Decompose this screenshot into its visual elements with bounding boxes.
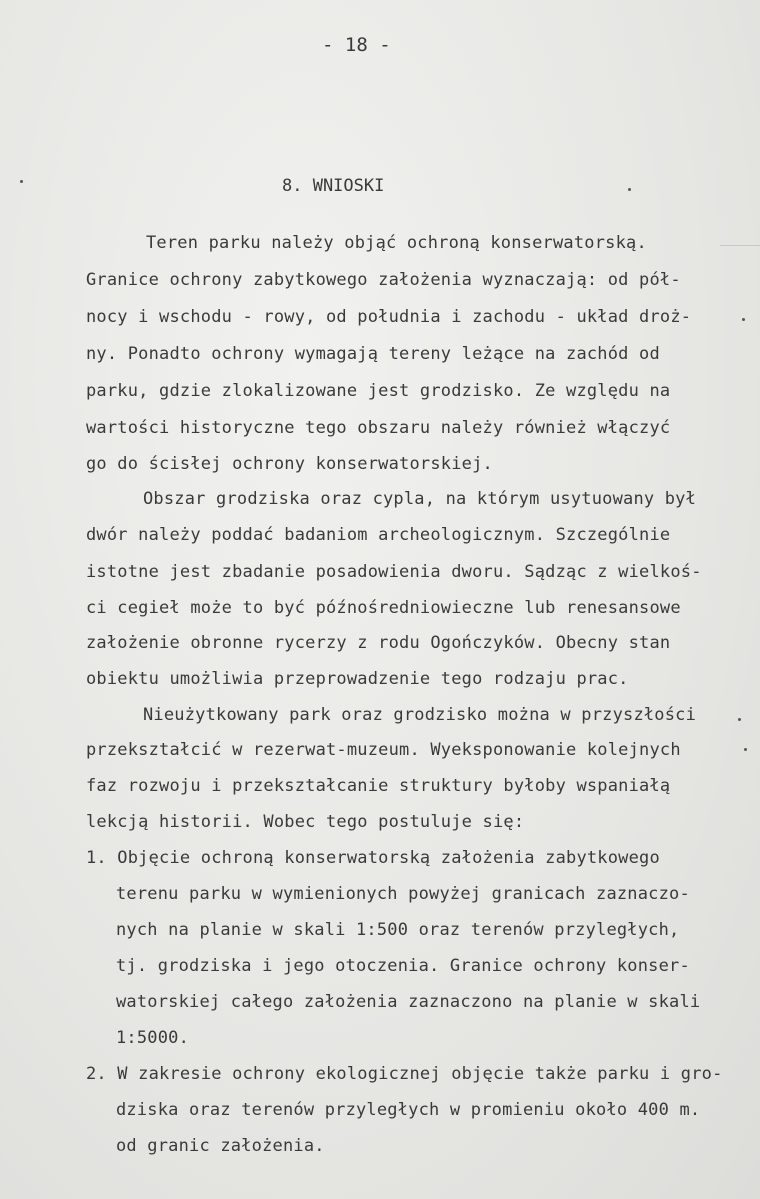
text-line: watorskiej całego założenia zaznaczono na planie w skali <box>116 992 701 1012</box>
list-item-1: 1. Objęcie ochroną konserwatorską założenia zabytkowego <box>86 848 660 868</box>
text-line: terenu parku w wymienionych powyżej granicach zaznaczo- <box>116 884 690 904</box>
scan-speck <box>744 748 747 751</box>
text-line: parku, gdzie zlokalizowane jest grodzisko. Ze względu na <box>86 381 671 401</box>
text-line: tj. grodziska i jego otoczenia. Granice ochrony konser- <box>116 956 690 976</box>
list-item-2: 2. W zakresie ochrony ekologicznej objęcie także parku i gro- <box>86 1064 723 1084</box>
text-line: nocy i wschodu - rowy, od południa i zachodu - układ droż- <box>86 307 692 327</box>
scan-edge-mark <box>720 245 760 246</box>
text-line: dziska oraz terenów przyległych w promieniu około 400 m. <box>116 1100 701 1120</box>
text-line: faz rozwoju i przekształcanie struktury byłoby wspaniałą <box>86 776 671 796</box>
section-heading: 8. WNIOSKI <box>282 176 385 196</box>
page-number: - 18 - <box>322 34 391 56</box>
text-line: Teren parku należy objąć ochroną konserwatorską. <box>146 233 647 253</box>
text-line: przekształcić w rezerwat-muzeum. Wyeksponowanie kolejnych <box>86 740 681 760</box>
text-line: Obszar grodziska oraz cypla, na którym usytuowany był <box>143 489 697 509</box>
text-line: Granice ochrony zabytkowego założenia wyznaczają: od pół- <box>86 270 681 290</box>
text-line: dwór należy poddać badaniom archeologicznym. Szczególnie <box>86 525 671 545</box>
text-line: obiektu umożliwia przeprowadzenie tego rodzaju prac. <box>86 669 629 689</box>
scan-speck <box>738 718 741 721</box>
text-line: lekcją historii. Wobec tego postuluje się: <box>86 812 525 832</box>
text-line: wartości historyczne tego obszaru należy również włączyć <box>86 418 671 438</box>
text-line: 1:5000. <box>116 1028 190 1048</box>
scan-speck <box>742 318 745 321</box>
text-line: od granic założenia. <box>116 1136 325 1156</box>
text-line: Nieużytkowany park oraz grodzisko można w przyszłości <box>143 705 697 725</box>
scan-speck <box>628 188 631 191</box>
text-line: nych na planie w skali 1:500 oraz terenów przyległych, <box>116 920 680 940</box>
text-line: istotne jest zbadanie posadowienia dworu. Sądząc z wielkoś- <box>86 562 702 582</box>
text-line: ny. Ponadto ochrony wymagają tereny leżące na zachód od <box>86 344 660 364</box>
text-line: go do ścisłej ochrony konserwatorskiej. <box>86 454 493 474</box>
text-line: założenie obronne rycerzy z rodu Ogończyków. Obecny stan <box>86 633 671 653</box>
scan-speck <box>20 180 23 183</box>
text-line: ci cegieł może to być późnośredniowieczne lub renesansowe <box>86 598 681 618</box>
